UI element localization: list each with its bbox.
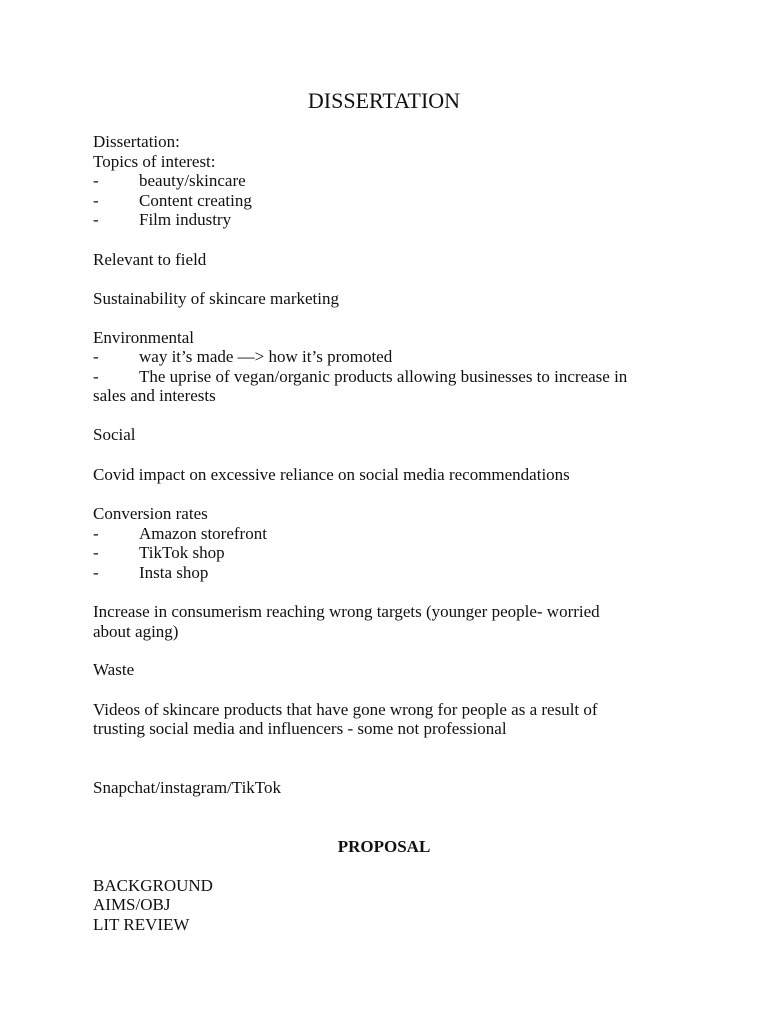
environmental-item: The uprise of vegan/organic products allowing businesses to increase in: [139, 367, 628, 386]
conversion-heading: Conversion rates: [93, 504, 208, 523]
topic-item: beauty/skincare: [139, 171, 246, 190]
proposal-item: AIMS/OBJ: [93, 895, 171, 914]
conversion-item: Insta shop: [139, 563, 209, 582]
proposal-item: BACKGROUND: [93, 876, 213, 895]
conversion-bullet-marker: -: [93, 543, 99, 562]
waste-heading: Waste: [93, 660, 135, 679]
relevant-line: Relevant to field: [93, 250, 207, 269]
environmental-bullet-marker: -: [93, 367, 99, 386]
topic-bullet-marker: -: [93, 210, 99, 229]
environmental-heading: Environmental: [93, 328, 195, 347]
social-heading: Social: [93, 425, 136, 444]
topic-bullet-marker: -: [93, 171, 99, 190]
conversion-item: TikTok shop: [139, 543, 225, 562]
page-title: DISSERTATION: [307, 88, 461, 113]
conversion-item: Amazon storefront: [139, 524, 267, 543]
topics-label: Topics of interest:: [93, 152, 216, 171]
topic-bullet-marker: -: [93, 191, 99, 210]
proposal-item: LIT REVIEW: [93, 915, 190, 934]
covid-line: Covid impact on excessive reliance on social media recommendations: [93, 465, 570, 484]
consumerism-line-1: Increase in consumerism reaching wrong targets (younger people- worried: [93, 602, 600, 621]
environmental-continuation: sales and interests: [93, 386, 216, 405]
intro-label: Dissertation:: [93, 132, 180, 151]
environmental-item: way it’s made —> how it’s promoted: [139, 347, 393, 366]
conversion-bullet-marker: -: [93, 563, 99, 582]
videos-line-1: Videos of skincare products that have gone wrong for people as a result of: [93, 700, 598, 719]
proposal-title: PROPOSAL: [337, 837, 431, 856]
sustainability-line: Sustainability of skincare marketing: [93, 289, 339, 308]
consumerism-line-2: about aging): [93, 622, 179, 641]
videos-line-2: trusting social media and influencers - some not professional: [93, 719, 507, 738]
topic-item: Content creating: [139, 191, 252, 210]
conversion-bullet-marker: -: [93, 524, 99, 543]
environmental-bullet-marker: -: [93, 347, 99, 366]
platforms-line: Snapchat/instagram/TikTok: [93, 778, 282, 797]
topic-item: Film industry: [139, 210, 232, 229]
